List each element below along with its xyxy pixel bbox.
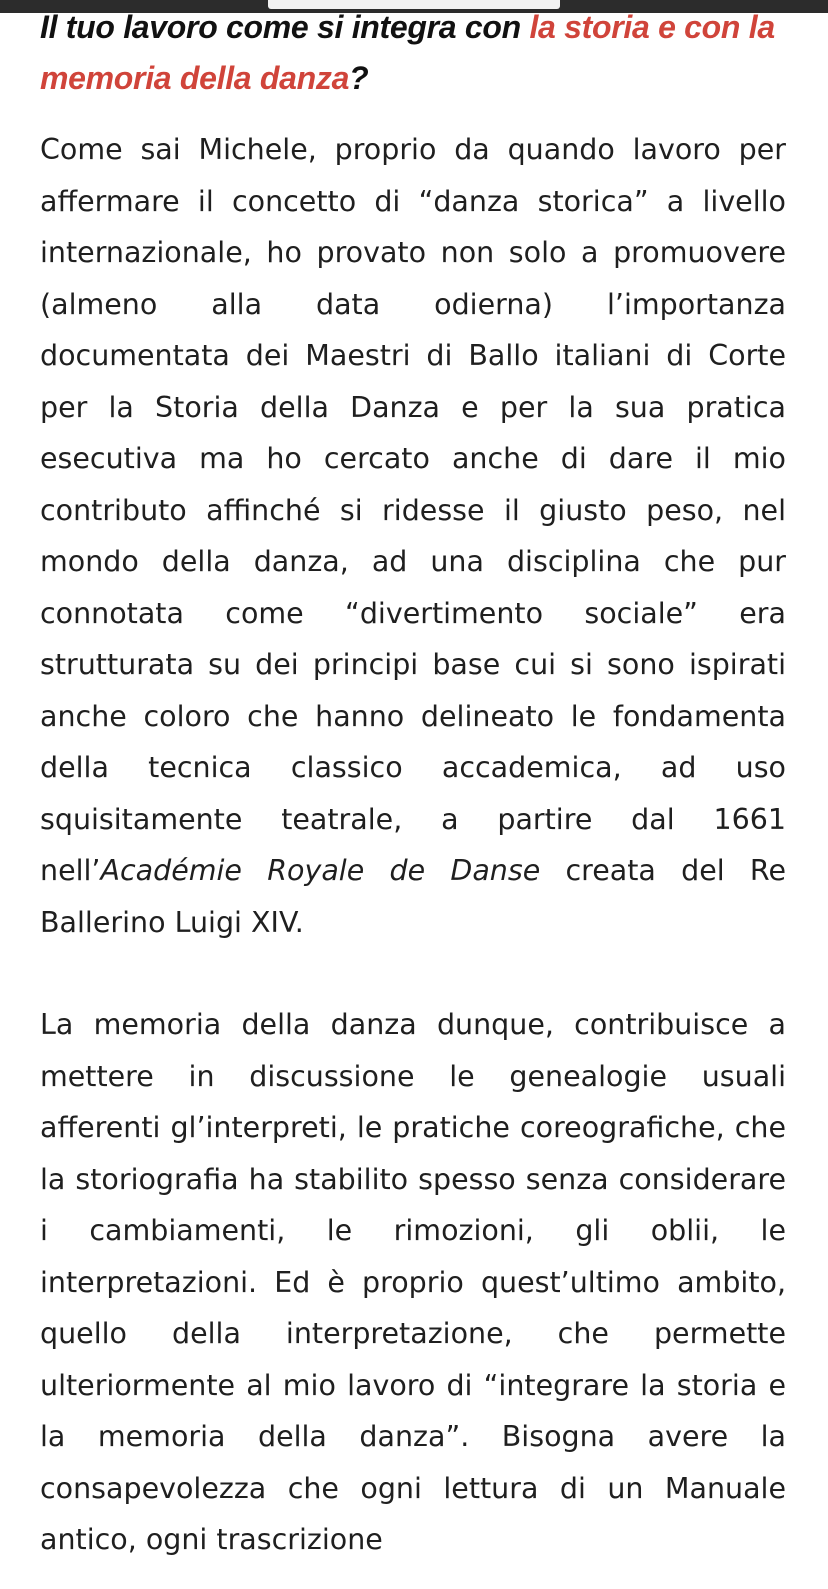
interview-question [40,2,786,104]
paragraph-1-text-before: Come sai Michele, proprio da quando lavoro per affermare il concetto di “danza storica” a livello internazionale, ho provato non solo a promuovere (almeno alla data odierna) l’importanza documentata dei Maestri di Ballo italiani di Corte per la Storia della Danza e per la sua pratica esecutiva ma ho cercato anche di dare il mio contributo affinché si ridesse il giusto peso, nel mondo della danza, ad una disciplina che pur connotata come “divertimento sociale” era strutturata su dei principi base cui si sono ispirati anche coloro che hanno delineato le fondamenta della tecnica classico accademica, ad uso squisitamente teatrale, a partire dal 1661 nell’ [40,133,786,887]
answer-paragraph-1 [40,124,786,948]
answer-paragraph-2: La memoria della danza dunque, contribuisce a mettere in discussione le genealogie usuali afferenti gl’interpreti, le pratiche coreografiche, che la storiografia ha stabilito spesso senza considerare i cambiamenti, le rimozioni, gli oblii, le interpretazioni. Ed è proprio quest’ultimo ambito, quello della interpretazione, che permette ulteriormente al mio lavoro di “integrare la storia e la memoria della danza”. Bisogna avere la consapevolezza che ogni lettura di un Manuale antico, ogni trascrizione [40,1008,786,1556]
paragraph-1-italic-title: Académie Royale de Danse [100,854,541,887]
question-suffix: ? [349,60,369,96]
paragraph-1-text-after: creata del Re Ballerino Luigi XIV. [40,854,786,939]
question-prefix: Il tuo lavoro come si integra con [40,9,530,45]
question-highlight: la storia e con la memoria della danza [40,9,775,96]
article-content [40,2,786,1566]
